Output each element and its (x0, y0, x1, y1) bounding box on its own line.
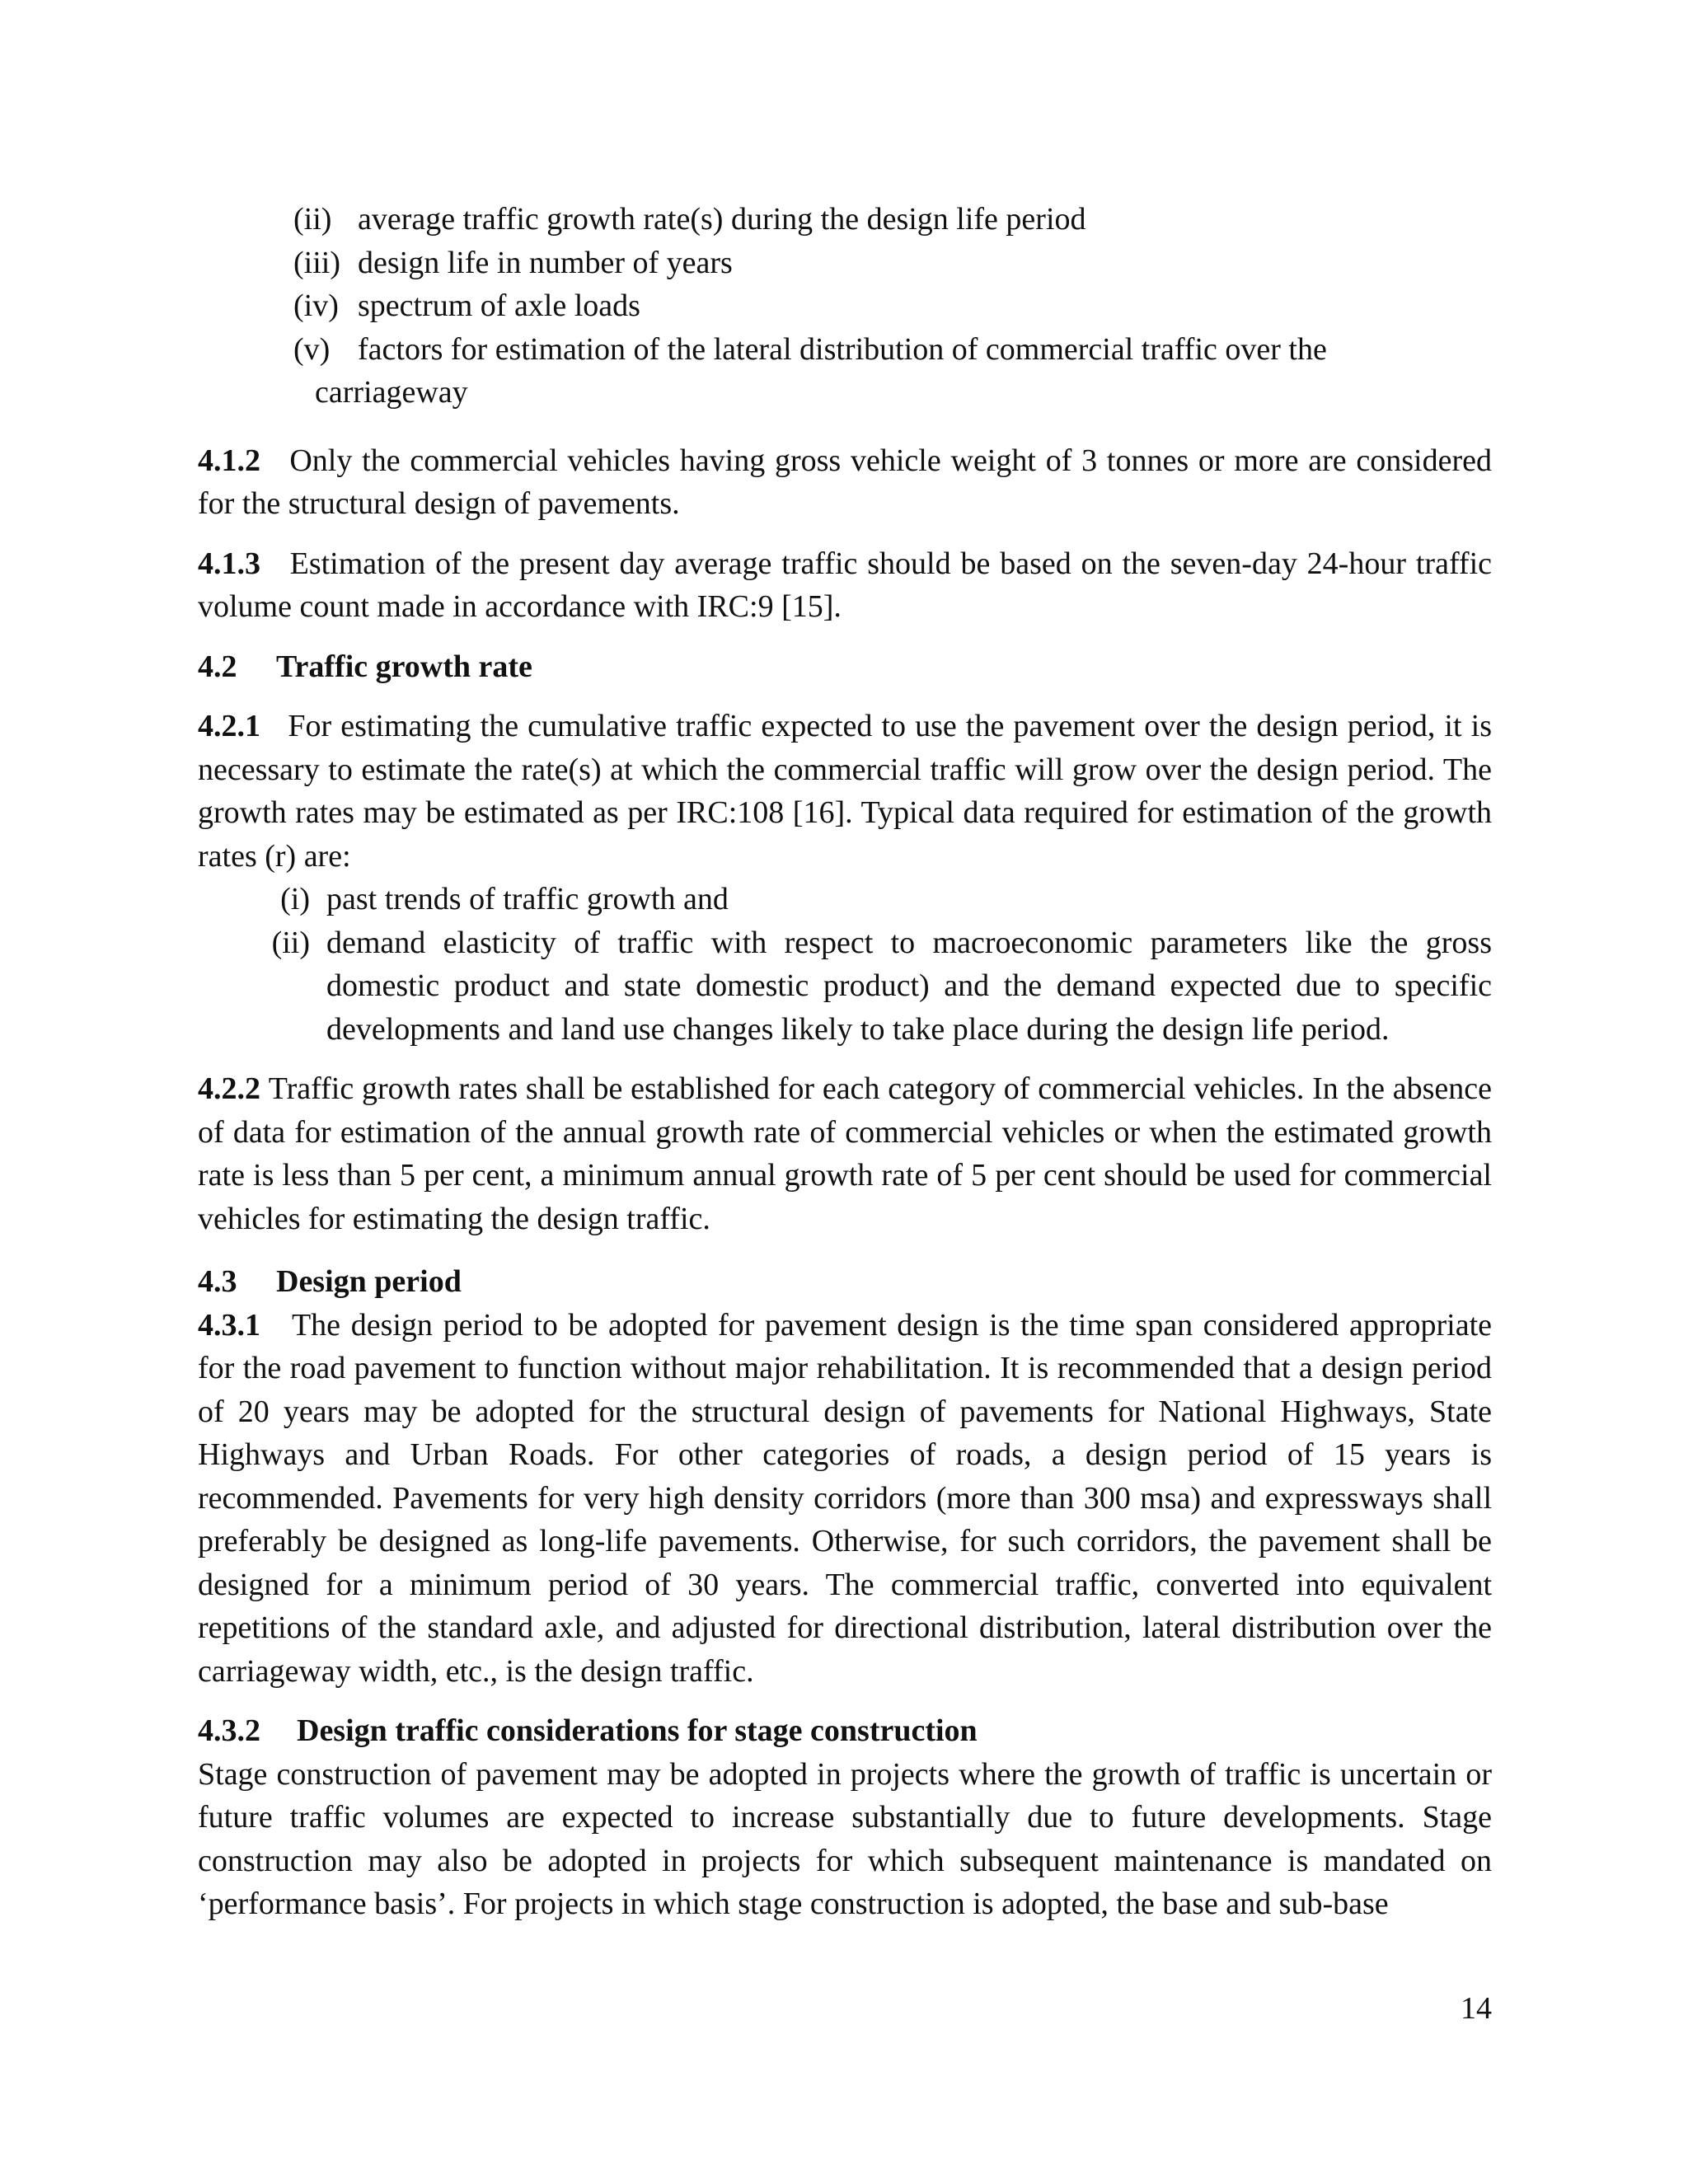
list-item-number: (i) (280, 882, 310, 916)
heading-number: 4.2 (198, 649, 237, 684)
paragraph-4-3-1 (198, 1304, 1492, 1694)
list-item-number: (ii) (271, 925, 310, 960)
list-item-text: demand elasticity of traffic with respect to macroeconomic parameters like the gross domestic product and state domestic product) and the demand expected due to specific developments and land use changes likely to take place during the design life period. (326, 925, 1492, 1047)
paragraph-text: Traffic growth rates shall be established for each category of commercial vehicles. In the absence of data for estimation of the annual growth rate of commercial vehicles or when the estimated growth rate is less than 5 per cent, a minimum annual growth rate of 5 per cent should be used for commercial vehicles for estimating the design traffic. (198, 1071, 1492, 1236)
section-number: 4.2.1 (198, 709, 260, 743)
growth-data-list (252, 878, 1492, 1051)
heading-title: Traffic growth rate (276, 649, 532, 684)
paragraph-4-3-2: Stage construction of pavement may be adopted in projects where the growth of traffic is uncertain or future traffic volumes are expected to increase substantially due to future developments. Stage construction may also be adopted in projects for which subsequent maintenance is mandated on ‘performance basis’. For projects in which stage construction is adopted, the base and sub-base (198, 1756, 1492, 1921)
list-item-text: average traffic growth rate(s) during the design life period (358, 202, 1086, 237)
list-item (293, 241, 1492, 285)
design-inputs-list (293, 198, 1492, 415)
list-item (293, 198, 1492, 241)
list-item (293, 284, 1492, 328)
list-item-number: (v) (293, 331, 331, 367)
heading-4-3 (198, 1260, 1492, 1304)
list-item-number: (iii) (293, 245, 340, 280)
paragraph-4-1-3 (198, 542, 1492, 629)
paragraph-text: Only the commercial vehicles having gross vehicle weight of 3 tonnes or more are considered for the structural design of pavements. (198, 443, 1492, 521)
paragraph-text: The design period to be adopted for pavement design is the time span considered appropriate for the road pavement to function without major rehabilitation. It is recommended that a design period of 20 years may be adopted for the structural design of pavements for National Highways, State Highways and Urban Roads. For other categories of roads, a design period of 15 years is recommended. Pavements for very high density corridors (more than 300 msa) and expressways shall preferably be designed as long-life pavements. Otherwise, for such corridors, the pavement shall be designed for a minimum period of 30 years. The commercial traffic, converted into equivalent repetitions of the standard axle, and adjusted for directional distribution, lateral distribution over the carriageway width, etc., is the design traffic. (198, 1307, 1493, 1689)
section-number: 4.1.3 (198, 546, 260, 581)
heading-4-3-2 (198, 1709, 1492, 1753)
list-item-text: past trends of traffic growth and (326, 882, 729, 916)
heading-title: Design period (276, 1264, 462, 1299)
paragraph-4-2-1 (198, 705, 1492, 878)
section-number: 4.1.2 (198, 443, 260, 478)
paragraph-text: Estimation of the present day average traffic should be based on the seven-day 24-hour traffic volume count made in accordance with IRC:9 [15]. (198, 546, 1492, 624)
list-item-number: (ii) (293, 202, 332, 237)
page-content (198, 198, 1492, 1926)
paragraph-text: For estimating the cumulative traffic expected to use the pavement over the design period, it is necessary to estimate the rate(s) at which the commercial traffic will grow over the design period. The growth rates may be estimated as per IRC:108 [16]. Typical data required for estimation of the growth rates (r) are: (198, 709, 1492, 874)
list-item (293, 328, 1492, 372)
paragraph-4-1-2 (198, 439, 1492, 526)
list-item-text: factors for estimation of the lateral distribution of commercial traffic over the (358, 331, 1327, 367)
heading-number: 4.3 (198, 1264, 237, 1299)
heading-number: 4.3.2 (198, 1713, 260, 1748)
list-item (252, 878, 1492, 921)
list-item (252, 921, 1492, 1052)
list-item-number: (iv) (293, 288, 339, 323)
heading-title: Design traffic considerations for stage construction (297, 1713, 978, 1748)
paragraph-4-2-2 (198, 1067, 1492, 1240)
list-item-text: spectrum of axle loads (358, 288, 640, 323)
section-number: 4.3.1 (198, 1307, 260, 1343)
section-number: 4.2.2 (198, 1071, 260, 1106)
list-item-text: design life in number of years (358, 245, 733, 280)
heading-4-2 (198, 645, 1492, 689)
list-item-continuation: carriageway (315, 375, 468, 410)
page-number: 14 (1461, 1991, 1492, 2026)
